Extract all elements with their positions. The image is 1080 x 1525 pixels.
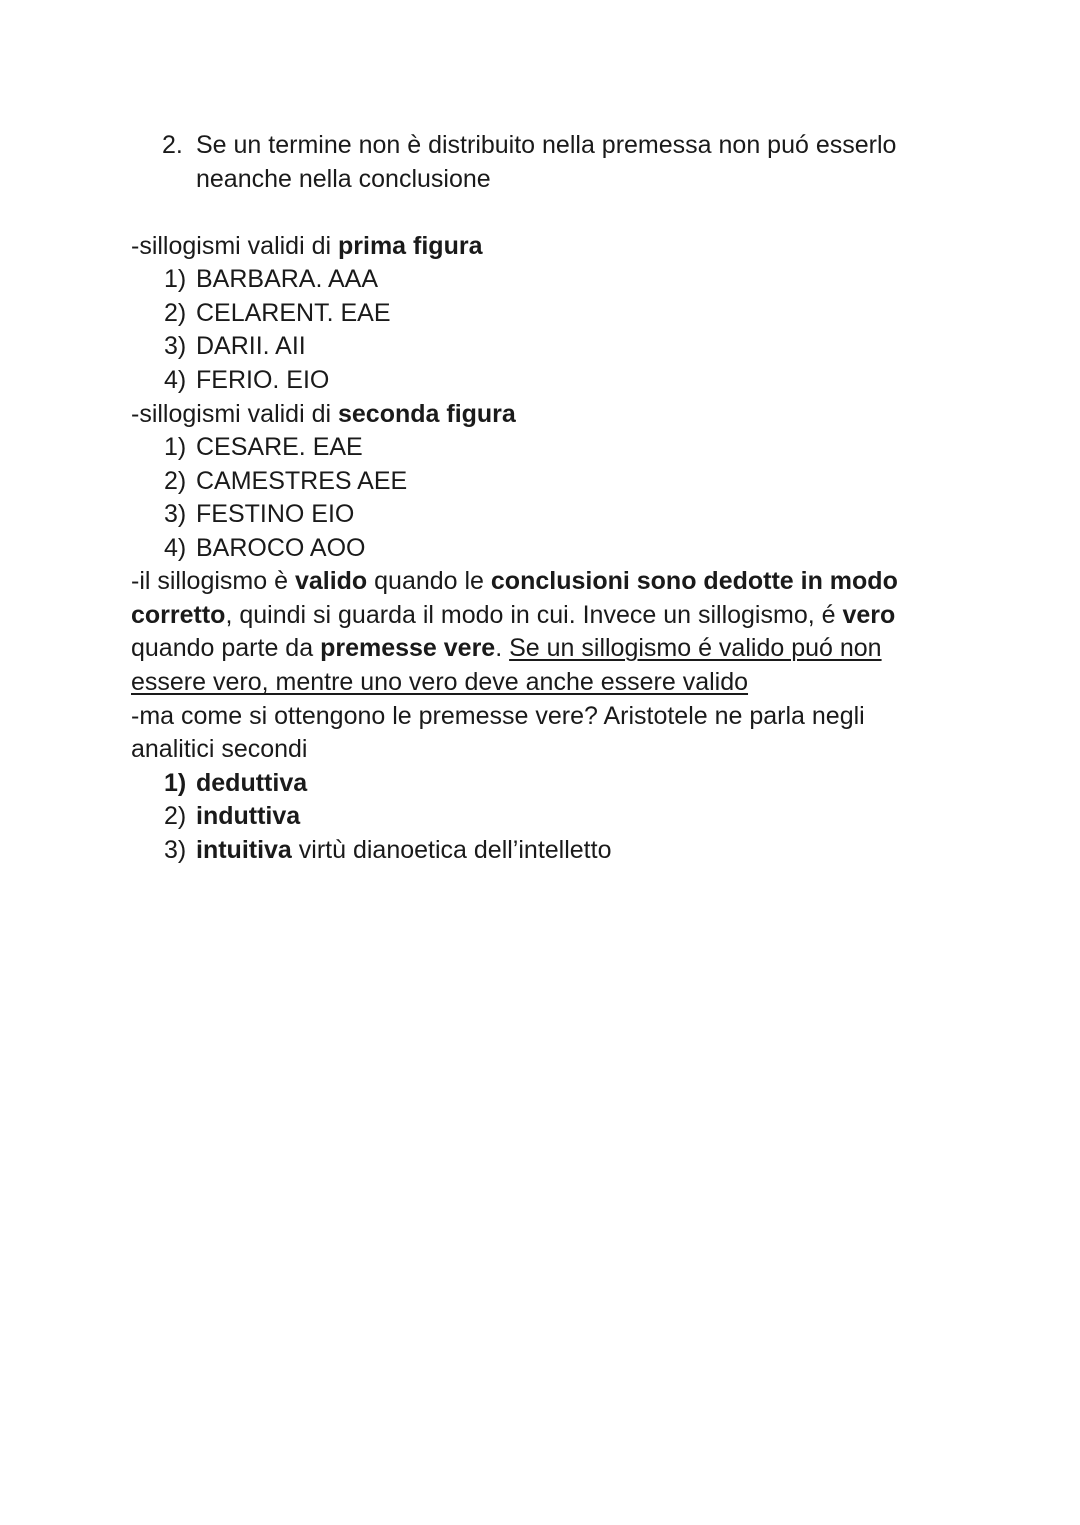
list-number: 4) xyxy=(164,366,187,394)
question-line: -ma come si ottengono le premesse vere? Aristotele ne parla negli xyxy=(131,702,865,730)
underlined-run: essere vero, mentre uno vero deve anche essere valido xyxy=(131,668,749,696)
heading-bold: prima figura xyxy=(338,232,483,260)
heading-prefix: -sillogismi validi di xyxy=(131,400,338,428)
list-number: 2) xyxy=(164,467,187,495)
list-number: 1) xyxy=(164,433,187,461)
bold-run: induttiva xyxy=(196,802,301,830)
paragraph-line xyxy=(131,666,748,700)
bold-run: vero xyxy=(842,601,896,629)
bold-run: valido xyxy=(294,567,368,595)
text-run: . xyxy=(495,634,510,662)
text-run: quando le xyxy=(367,567,491,595)
list-number: 2) xyxy=(164,802,187,830)
list-item-text: BARBARA. AAA xyxy=(196,265,379,293)
list-item-text: FERIO. EIO xyxy=(196,366,330,394)
bold-run: intuitiva xyxy=(196,836,292,864)
list-item-text xyxy=(196,800,300,834)
list-number: 3) xyxy=(164,332,187,360)
section-heading-seconda xyxy=(131,398,516,432)
heading-prefix: -sillogismi validi di xyxy=(131,232,338,260)
list-number: 1) xyxy=(164,265,187,293)
list-item-text: CESARE. EAE xyxy=(196,433,363,461)
bold-run: conclusioni sono dedotte in modo xyxy=(490,567,898,595)
text-run: , quindi si guarda il modo in cui. Invece un sillogismo, é xyxy=(225,601,843,629)
list-number: 2) xyxy=(164,299,187,327)
list-number: 1) xyxy=(164,769,187,797)
paragraph-line xyxy=(131,565,898,599)
section-heading-prima xyxy=(131,230,482,264)
bold-run: premesse vere xyxy=(320,634,496,662)
list-item-text-continued: neanche nella conclusione xyxy=(196,165,491,193)
list-item-text xyxy=(196,834,611,868)
bold-run: corretto xyxy=(131,601,226,629)
list-item-text xyxy=(196,767,307,801)
list-number: 3) xyxy=(164,836,187,864)
question-line: analitici secondi xyxy=(131,735,308,763)
list-number: 3) xyxy=(164,500,187,528)
paragraph-line xyxy=(131,599,895,633)
list-item-text: CELARENT. EAE xyxy=(196,299,391,327)
list-item-text: DARII. AII xyxy=(196,332,306,360)
list-item-text: BAROCO AOO xyxy=(196,534,366,562)
list-number: 2. xyxy=(162,131,183,159)
text-run: -il sillogismo è xyxy=(131,567,295,595)
underlined-run: Se un sillogismo é valido puó non xyxy=(509,634,882,662)
list-number: 4) xyxy=(164,534,187,562)
text-run: quando parte da xyxy=(131,634,321,662)
list-item-text: FESTINO EIO xyxy=(196,500,355,528)
paragraph-line xyxy=(131,632,882,666)
list-item-text: Se un termine non è distribuito nella premessa non puó esserlo xyxy=(196,131,897,159)
bold-run: deduttiva xyxy=(196,769,308,797)
list-item-text: CAMESTRES AEE xyxy=(196,467,408,495)
heading-bold: seconda figura xyxy=(338,400,516,428)
text-run: virtù dianoetica dell’intelletto xyxy=(291,836,612,864)
